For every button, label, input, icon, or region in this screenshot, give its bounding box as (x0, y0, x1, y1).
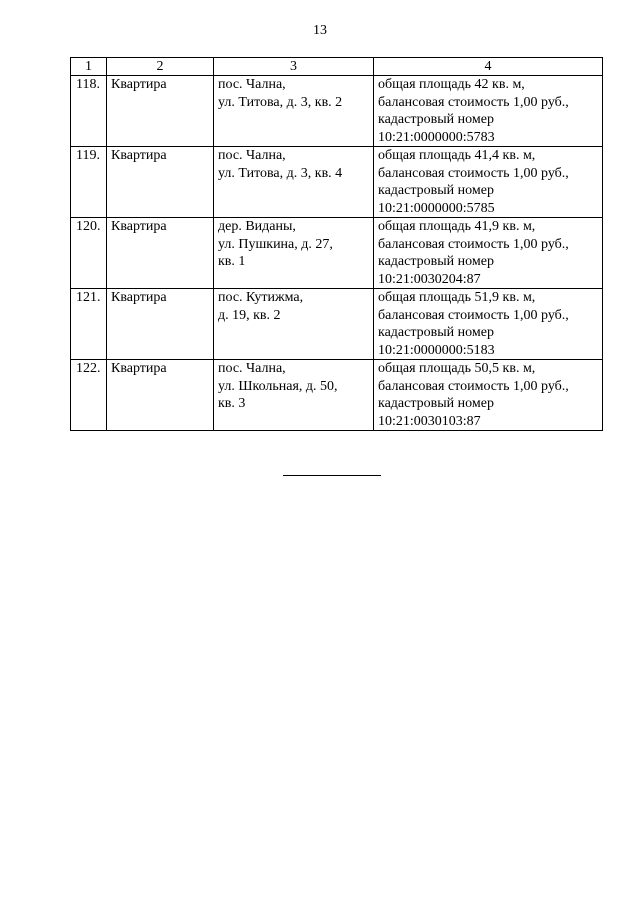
object-address: пос. Кутижма, д. 19, кв. 2 (214, 289, 374, 360)
column-header-2: 2 (107, 58, 214, 76)
table-row (71, 289, 603, 360)
object-type: Квартира (107, 76, 214, 147)
property-table (70, 57, 603, 431)
row-number: 122. (71, 360, 107, 431)
object-type: Квартира (107, 218, 214, 289)
column-header-3: 3 (214, 58, 374, 76)
object-type: Квартира (107, 360, 214, 431)
object-address: пос. Чална, ул. Школьная, д. 50, кв. 3 (214, 360, 374, 431)
object-description: общая площадь 41,4 кв. м, балансовая стоимость 1,00 руб., кадастровый номер 10:21:0000000:5785 (374, 147, 603, 218)
column-header-4: 4 (374, 58, 603, 76)
row-number: 120. (71, 218, 107, 289)
row-number: 119. (71, 147, 107, 218)
row-number: 118. (71, 76, 107, 147)
object-address: дер. Виданы, ул. Пушкина, д. 27, кв. 1 (214, 218, 374, 289)
object-type: Квартира (107, 289, 214, 360)
table-header-row (71, 58, 603, 76)
page-number: 13 (313, 23, 327, 38)
object-description: общая площадь 51,9 кв. м, балансовая стоимость 1,00 руб., кадастровый номер 10:21:0000000:5183 (374, 289, 603, 360)
object-description: общая площадь 41,9 кв. м, балансовая стоимость 1,00 руб., кадастровый номер 10:21:0030204:87 (374, 218, 603, 289)
row-number: 121. (71, 289, 107, 360)
end-separator-line (283, 475, 381, 476)
object-address: пос. Чална, ул. Титова, д. 3, кв. 4 (214, 147, 374, 218)
table-row (71, 218, 603, 289)
table-row (71, 147, 603, 218)
object-type: Квартира (107, 147, 214, 218)
column-header-1: 1 (71, 58, 107, 76)
object-description: общая площадь 50,5 кв. м, балансовая стоимость 1,00 руб., кадастровый номер 10:21:0030103:87 (374, 360, 603, 431)
object-address: пос. Чална, ул. Титова, д. 3, кв. 2 (214, 76, 374, 147)
object-description: общая площадь 42 кв. м, балансовая стоимость 1,00 руб., кадастровый номер 10:21:0000000:5783 (374, 76, 603, 147)
table-row (71, 360, 603, 431)
table-row (71, 76, 603, 147)
